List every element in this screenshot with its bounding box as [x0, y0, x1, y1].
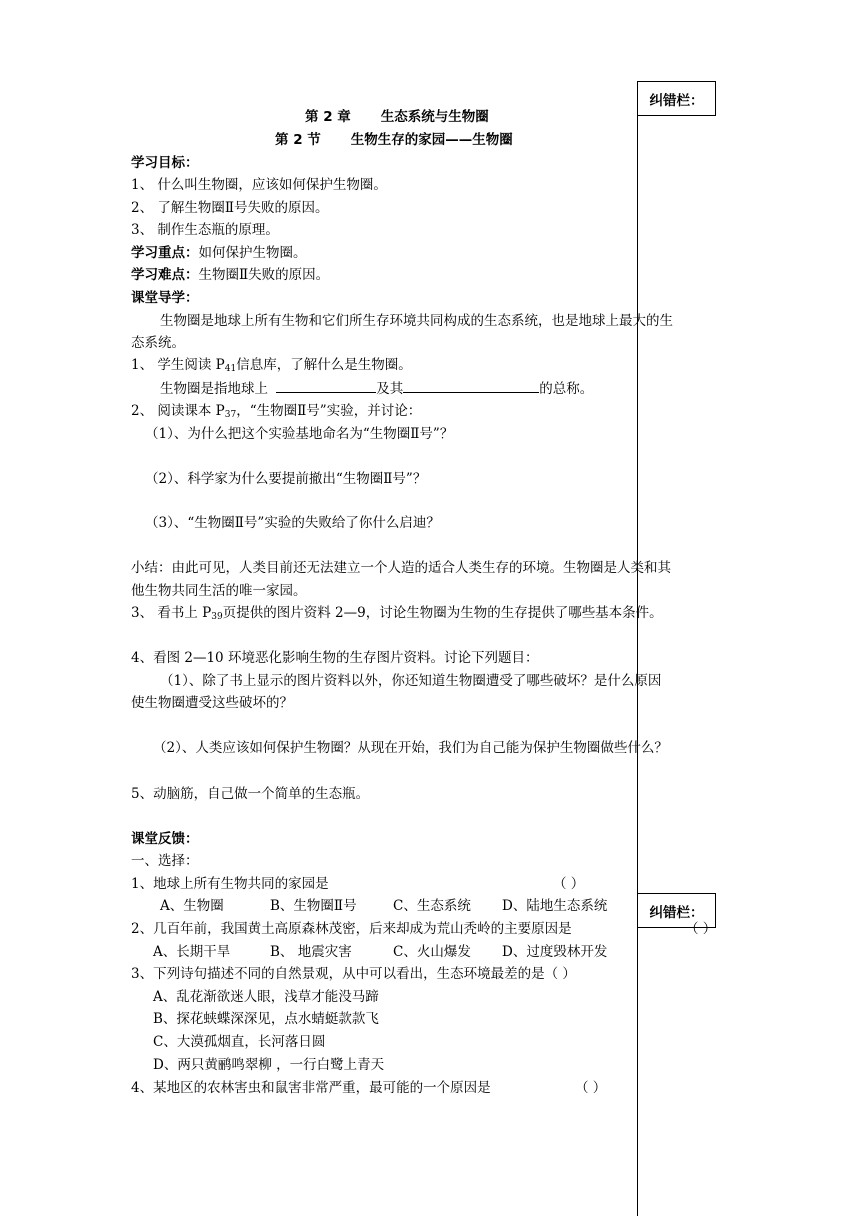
correction-label: 纠错栏： — [649, 92, 704, 109]
question-5: 5、动脑筋，自己做一个简单的生态瓶。 — [131, 786, 370, 802]
question-2b: （2）、科学家为什么要提前撤出“生物圈Ⅱ号”？ — [145, 471, 427, 487]
chapter-number: 第 2 章 — [305, 109, 351, 125]
option: C、火山爆发 — [393, 944, 471, 960]
q1-text-rest: 信息库，了解什么是生物圈。 — [236, 357, 412, 373]
fill-text: 的总称。 — [539, 381, 594, 397]
q3-text-rest: 页提供的图片资料 2—9，讨论生物圈为生物的生存提供了哪些基本条件。 — [222, 605, 663, 621]
guide-intro: 生物圈是地球上所有生物和它们所生存环境共同构成的生态系统，也是地球上最大的生 — [160, 313, 673, 329]
fill-blank-2[interactable] — [403, 378, 539, 393]
goals-heading: 学习目标： — [131, 155, 199, 171]
option: B、 地震灾害 — [270, 944, 352, 960]
option: A、生物圈 — [160, 898, 224, 914]
option: D、过度毁林开发 — [502, 944, 608, 960]
difficulty — [131, 265, 329, 285]
page-subscript: 39 — [211, 612, 223, 622]
correction-label: 纠错栏： — [649, 904, 704, 921]
question-4a-cont: 使生物圈遭受这些破坏的？ — [131, 695, 293, 711]
option: C、生态系统 — [393, 898, 471, 914]
q2-text: 2、 阅读课本 P — [131, 403, 225, 419]
section-title: 生物生存的家园——生物圈 — [350, 132, 513, 148]
question-4b: （2）、人类应该如何保护生物圈？从现在开始，我们为自己能为保护生物圈做些什么？ — [153, 740, 668, 756]
question-3 — [131, 603, 663, 623]
chapter-title: 生态系统与生物圈 — [380, 109, 489, 125]
option: D、陆地生态系统 — [502, 898, 608, 914]
margin-divider-line — [637, 96, 638, 1216]
guide-heading: 课堂导学： — [131, 290, 199, 306]
option: A、长期干旱 — [153, 944, 231, 960]
feedback-section: 一、选择： — [131, 853, 199, 869]
section-number: 第 2 节 — [275, 132, 321, 148]
summary-cont: 他生物共同生活的唯一家园。 — [131, 583, 307, 599]
question-4: 4、看图 2—10 环境恶化影响生物的生存图片资料。讨论下列题目： — [131, 650, 539, 666]
section-heading — [275, 130, 513, 150]
goal-item: 3、 制作生态瓶的原理。 — [131, 222, 279, 238]
q1-text: 1、 学生阅读 P — [131, 357, 225, 373]
question-4a: （1）、除了书上显示的图片资料以外，你还知道生物圈遭受了哪些破坏？是什么原因 — [160, 673, 662, 689]
feedback-q3: 3、下列诗句描述不同的自然景观，从中可以看出，生态环境最差的是（ ） — [131, 966, 576, 982]
answer-paren[interactable]: （ ） — [685, 921, 717, 937]
summary: 小结：由此可见，人类目前还无法建立一个人造的适合人类生存的环境。生物圈是人类和其 — [131, 560, 671, 576]
q2-text-rest: ，“生物圈Ⅱ号”实验，并讨论： — [236, 403, 422, 419]
option: D、两只黄鹂鸣翠柳 ，一行白鹭上青天 — [153, 1057, 385, 1073]
difficulty-label: 学习难点： — [131, 267, 199, 283]
question-1-fill — [160, 378, 593, 399]
option: B、生物圈Ⅱ号 — [270, 898, 357, 914]
option: B、探花蛱蝶深深见，点水蜻蜓款款飞 — [153, 1011, 379, 1027]
fill-text: 及其 — [376, 381, 404, 397]
q3-text: 3、 看书上 P — [131, 605, 212, 621]
key-point-label: 学习重点： — [131, 245, 199, 261]
difficulty-text: 生物圈Ⅱ失败的原因。 — [198, 267, 330, 283]
feedback-heading: 课堂反馈： — [131, 831, 199, 847]
answer-paren[interactable]: （ ） — [575, 1080, 607, 1096]
option: C、大漠孤烟直，长河落日圆 — [153, 1034, 326, 1050]
goal-item: 1、 什么叫生物圈，应该如何保护生物圈。 — [131, 177, 387, 193]
answer-paren[interactable]: （ ） — [553, 876, 585, 892]
feedback-q4: 4、某地区的农林害虫和鼠害非常严重，最可能的一个原因是 — [131, 1080, 491, 1096]
question-2 — [131, 401, 421, 421]
chapter-heading — [305, 107, 489, 127]
option: A、乱花渐欲迷人眼，浅草才能没马蹄 — [153, 989, 379, 1005]
goal-item: 2、 了解生物圈Ⅱ号失败的原因。 — [131, 200, 329, 216]
question-2c: （3）、“生物圈Ⅱ号”实验的失败给了你什么启迪？ — [145, 515, 440, 531]
correction-box-top — [637, 81, 716, 116]
page-subscript: 41 — [224, 364, 237, 374]
question-1 — [131, 355, 412, 375]
key-point-text: 如何保护生物圈。 — [198, 245, 307, 261]
feedback-q1: 1、地球上所有生物共同的家园是 — [131, 876, 329, 892]
question-2a: （1）、为什么把这个实验基地命名为“生物圈Ⅱ号”？ — [145, 426, 454, 442]
page-subscript: 37 — [224, 410, 237, 420]
fill-text: 生物圈是指地球上 — [160, 381, 268, 397]
fill-blank-1[interactable] — [276, 378, 376, 393]
guide-intro-cont: 态系统。 — [131, 335, 185, 351]
key-point — [131, 243, 307, 263]
feedback-q2: 2、几百年前，我国黄土高原森林茂密，后来却成为荒山秃岭的主要原因是 — [131, 921, 572, 937]
